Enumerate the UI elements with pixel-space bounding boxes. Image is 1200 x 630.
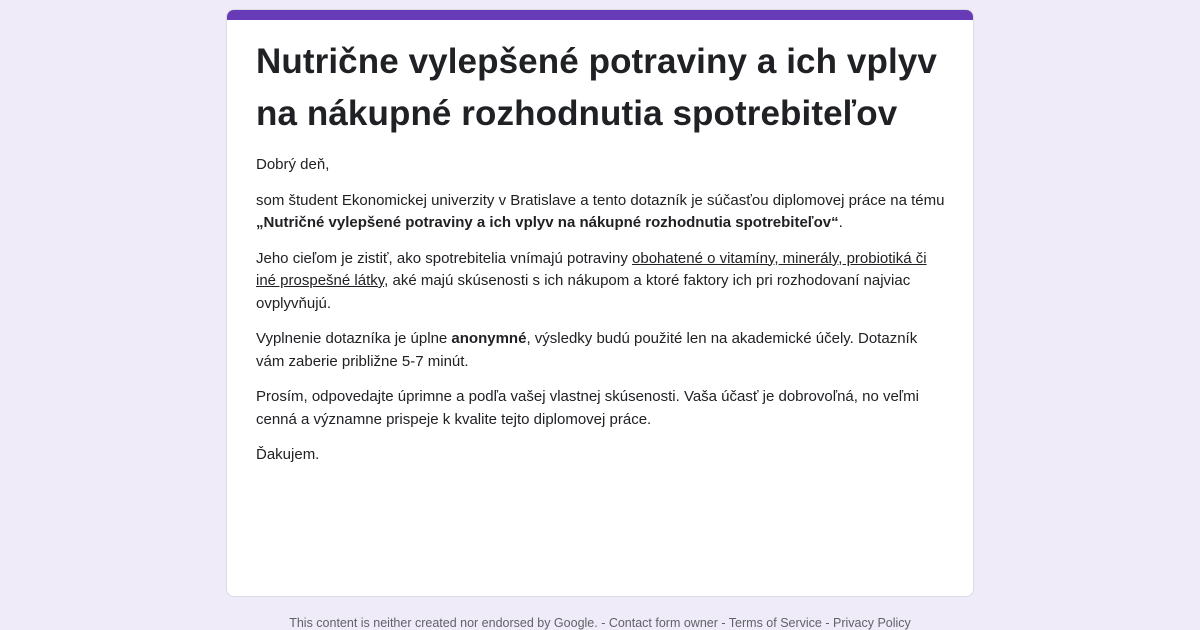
anonymity-end-text: , výsledky budú použité len na akademické účely. Dotazník vám zaberie približne 5-7 minút. xyxy=(256,330,918,370)
anonymous-bold-text: anonymné xyxy=(451,330,527,347)
intro-end-text: . xyxy=(838,214,843,231)
goal-end-text: , aké majú skúsenosti s ich nákupom a ktoré faktory ich pri rozhodovaní najviac ovplyvňujú. xyxy=(256,272,911,312)
terms-of-service-link[interactable]: Terms of Service xyxy=(728,616,822,630)
footer-disclaimer: This content is neither created nor endorsed by Google. xyxy=(289,616,598,630)
privacy-policy-link[interactable]: Privacy Policy xyxy=(833,616,911,630)
anonymity-text: Vyplnenie dotazníka je úplne xyxy=(256,330,452,347)
anonymity-paragraph xyxy=(256,328,946,373)
greeting-text: Dobrý deň, xyxy=(256,156,330,173)
intro-text: som študent Ekonomickej univerzity v Bratislave a tento dotazník je súčasťou diplomovej práce na tému xyxy=(256,191,945,209)
contact-form-owner-link[interactable]: Contact form owner xyxy=(608,616,718,630)
form-header-card xyxy=(226,9,974,597)
form-title: Nutričnе vylepšené potraviny a ich vplyv na nákupné rozhodnutia spotrebiteľov xyxy=(256,42,937,133)
page-footer xyxy=(0,616,1200,630)
card-accent-bar xyxy=(227,10,973,20)
footer-separator: - xyxy=(821,616,833,630)
request-paragraph: Prosím, odpovedajte úprimne a podľa vašej vlastnej skúsenosti. Vaša účasť je dobrovoľná, no veľmi cenná a významne prispeje k kvalite tejto diplomovej práce. xyxy=(256,388,919,428)
footer-separator: - xyxy=(717,616,729,630)
enriched-foods-underlined-text: obohatené o vitamíny, minerály, probiotiká či iné prospešné látky xyxy=(256,249,927,289)
thanks-text: Ďakujem. xyxy=(256,446,320,463)
intro-paragraph xyxy=(256,190,946,235)
topic-bold-text: „Nutričné vylepšené potraviny a ich vplyv na nákupné rozhodnutia spotrebiteľov“ xyxy=(256,214,839,231)
goal-paragraph xyxy=(256,248,946,316)
goal-text: Jeho cieľom je zistiť, ako spotrebitelia vnímajú potraviny xyxy=(256,249,633,267)
footer-separator: - xyxy=(597,616,609,630)
form-description xyxy=(256,36,946,480)
